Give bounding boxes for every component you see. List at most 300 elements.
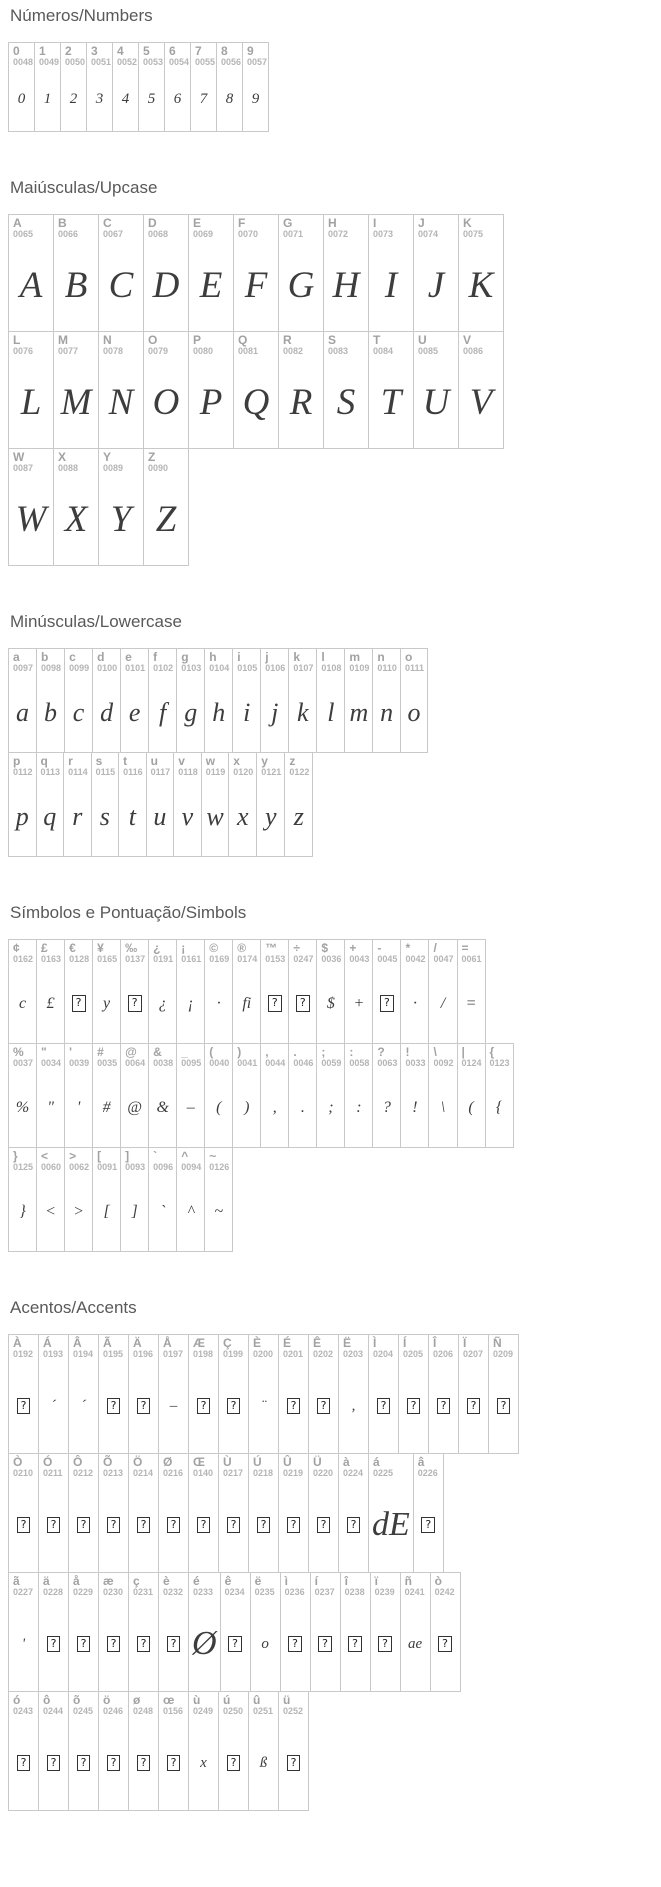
- cell-unicode: 0102: [153, 662, 174, 673]
- cell-label: [189, 332, 233, 356]
- glyph-cell-0051: [86, 42, 113, 132]
- cell-character: æ: [103, 1574, 114, 1588]
- glyph-cell-0056: [216, 42, 243, 132]
- cell-unicode: 0048: [13, 56, 34, 67]
- glyph-preview: ;: [328, 1098, 334, 1116]
- cell-character: È: [253, 1336, 262, 1350]
- glyph-cell-0239: [370, 1572, 401, 1692]
- cell-unicode: 0081: [238, 345, 259, 356]
- cell-label: [219, 1335, 248, 1359]
- glyph-preview: ´: [81, 1397, 86, 1414]
- missing-glyph-box: ?: [197, 1398, 211, 1415]
- cell-unicode: 0104: [209, 662, 230, 673]
- cell-unicode: 0088: [58, 462, 79, 473]
- glyph-preview: /: [440, 994, 446, 1012]
- glyph-preview: [311, 1597, 340, 1691]
- cell-character: ó: [13, 1693, 21, 1707]
- glyph-preview: ,: [272, 1098, 277, 1116]
- missing-glyph-box: ?: [287, 1398, 301, 1415]
- glyph-preview: A: [19, 264, 43, 306]
- cell-character: *: [405, 941, 411, 955]
- glyph-row: [8, 42, 653, 132]
- glyph-cell-0060: [36, 1147, 65, 1252]
- cell-character: ê: [224, 1574, 232, 1588]
- glyph-row: [8, 331, 653, 449]
- glyph-preview: %: [15, 1098, 30, 1116]
- cell-character: b: [41, 650, 49, 664]
- glyph-cell-0094: [176, 1147, 205, 1252]
- glyph-preview: =: [465, 994, 477, 1012]
- cell-label: [99, 1454, 128, 1478]
- glyph-cell-0140: [188, 1453, 219, 1573]
- missing-glyph-box: ?: [77, 1755, 91, 1772]
- glyph-row: [8, 1043, 653, 1148]
- cell-character: É: [283, 1336, 292, 1350]
- cell-unicode: 0250: [223, 1705, 244, 1716]
- missing-glyph-box: ?: [227, 1398, 241, 1415]
- glyph-cell-0207: [458, 1334, 489, 1454]
- missing-glyph-box: ?: [378, 1636, 392, 1653]
- cell-character: h: [209, 650, 217, 664]
- cell-label: [9, 940, 36, 964]
- cell-unicode: 0059: [321, 1057, 342, 1068]
- glyph-cell-0079: [143, 331, 189, 449]
- cell-label: [9, 1044, 36, 1068]
- glyph-preview: R: [289, 381, 313, 423]
- glyph-preview: [99, 1716, 128, 1810]
- cell-unicode: 0076: [13, 345, 34, 356]
- glyph-preview: :: [356, 1098, 362, 1116]
- cell-label: [64, 753, 91, 777]
- glyph-preview: e: [128, 697, 141, 727]
- glyph-cell-0037: [8, 1043, 37, 1148]
- cell-unicode: 0203: [343, 1348, 364, 1359]
- glyph-row: [8, 939, 653, 1044]
- cell-unicode: 0106: [265, 662, 286, 673]
- cell-label: [317, 940, 344, 964]
- glyph-preview: k: [297, 697, 309, 727]
- glyph-preview: [: [103, 1202, 110, 1220]
- cell-character: z: [289, 754, 296, 768]
- glyph-cell-0153: [260, 939, 289, 1044]
- cell-label: [221, 1573, 250, 1597]
- cell-label: [121, 940, 148, 964]
- cell-unicode: 0034: [41, 1057, 62, 1068]
- cell-character: œ: [163, 1693, 175, 1707]
- cell-label: [414, 1454, 443, 1478]
- glyph-preview: a: [16, 697, 30, 727]
- cell-unicode: 0043: [349, 953, 370, 964]
- glyph-cell-0124: [457, 1043, 486, 1148]
- cell-label: [93, 649, 120, 673]
- glyph-row: [8, 1453, 653, 1573]
- glyph-cell-0047: [428, 939, 457, 1044]
- cell-label: [219, 1454, 248, 1478]
- glyph-cell-0237: [310, 1572, 341, 1692]
- glyph-preview: $: [326, 994, 335, 1012]
- cell-unicode: 0035: [97, 1057, 118, 1068]
- cell-character: x: [233, 754, 240, 768]
- glyph-preview: `: [160, 1202, 166, 1220]
- glyph-preview: L: [20, 381, 42, 423]
- glyph-cell-0090: [143, 448, 189, 566]
- cell-label: [205, 1148, 232, 1172]
- cell-label: [249, 1692, 278, 1716]
- section-numbers: [8, 6, 653, 132]
- missing-glyph-box: ?: [137, 1755, 151, 1772]
- cell-character: p: [13, 754, 21, 768]
- glyph-cell-0098: [36, 648, 65, 753]
- cell-unicode: 0239: [374, 1586, 395, 1597]
- glyph-cell-0238: [340, 1572, 371, 1692]
- cell-character: E: [193, 216, 202, 230]
- glyph-preview: [99, 1359, 128, 1453]
- cell-label: [9, 449, 53, 473]
- cell-label: [139, 43, 164, 67]
- glyph-preview: >: [73, 1202, 84, 1220]
- cell-character: Ï: [463, 1336, 467, 1350]
- cell-label: [149, 1148, 176, 1172]
- cell-character: ¿: [153, 941, 161, 955]
- cell-character: ô: [43, 1693, 51, 1707]
- cell-label: [9, 1148, 36, 1172]
- glyph-preview: [219, 1478, 248, 1572]
- missing-glyph-box: ?: [107, 1398, 121, 1415]
- cell-label: [121, 1148, 148, 1172]
- cell-unicode: 0113: [40, 766, 61, 777]
- cell-label: [234, 332, 278, 356]
- glyph-cell-0043: [344, 939, 373, 1044]
- cell-unicode: 0107: [293, 662, 314, 673]
- cell-character: î: [344, 1574, 348, 1588]
- cell-unicode: 0084: [373, 345, 394, 356]
- missing-glyph-box: ?: [287, 1517, 301, 1534]
- glyph-preview: Q: [242, 381, 270, 423]
- charmap-page: [8, 6, 653, 1811]
- cell-label: [261, 940, 288, 964]
- cell-unicode: 0062: [69, 1161, 90, 1172]
- cell-unicode: 0245: [73, 1705, 94, 1716]
- cell-label: [233, 649, 260, 673]
- cell-character: $: [321, 941, 329, 955]
- cell-unicode: 0244: [43, 1705, 64, 1716]
- cell-character: }: [13, 1149, 18, 1163]
- glyph-preview: [221, 1597, 250, 1691]
- cell-label: [69, 1692, 98, 1716]
- cell-character: #: [97, 1045, 104, 1059]
- cell-character: s: [95, 754, 103, 768]
- cell-label: [459, 332, 503, 356]
- cell-unicode: 0108: [321, 662, 342, 673]
- cell-unicode: 0057: [247, 56, 268, 67]
- glyph-cell-0119: [201, 752, 230, 857]
- glyph-cell-0050: [60, 42, 87, 132]
- glyph-cell-0227: [8, 1572, 39, 1692]
- cell-character: `: [153, 1149, 158, 1163]
- cell-character: ): [237, 1045, 242, 1059]
- glyph-preview: dE: [372, 1506, 410, 1544]
- cell-unicode: 0140: [193, 1467, 214, 1478]
- glyph-preview: (: [216, 1098, 222, 1116]
- glyph-cell-0096: [148, 1147, 177, 1252]
- cell-unicode: 0232: [163, 1586, 184, 1597]
- glyph-preview: #: [102, 1098, 111, 1116]
- section-symbols: [8, 903, 653, 1252]
- glyph-cell-0194: [68, 1334, 99, 1454]
- glyph-cell-0088: [53, 448, 99, 566]
- cell-character: ,: [265, 1045, 269, 1059]
- cell-unicode: 0124: [461, 1057, 482, 1068]
- cell-character: Ä: [133, 1336, 142, 1350]
- glyph-cell-0205: [398, 1334, 429, 1454]
- glyph-preview: G: [287, 264, 315, 306]
- cell-character: n: [377, 650, 385, 664]
- missing-glyph-box: ?: [318, 1636, 332, 1653]
- cell-unicode: 0169: [209, 953, 230, 964]
- glyph-cell-0216: [158, 1453, 189, 1573]
- missing-glyph-box: ?: [197, 1517, 211, 1534]
- cell-label: [369, 215, 413, 239]
- glyph-cell-0040: [204, 1043, 233, 1148]
- cell-label: [279, 1335, 308, 1359]
- cell-character: (: [209, 1045, 214, 1059]
- glyph-preview: s: [99, 801, 110, 831]
- cell-unicode: 0056: [221, 56, 242, 67]
- cell-character: ÷: [293, 941, 300, 955]
- cell-unicode: 0226: [417, 1467, 438, 1478]
- cell-unicode: 0174: [237, 953, 258, 964]
- cell-character: _: [181, 1045, 188, 1059]
- cell-label: [279, 332, 323, 356]
- cell-label: [159, 1573, 188, 1597]
- cell-label: [129, 1692, 158, 1716]
- glyph-cell-0218: [248, 1453, 279, 1573]
- cell-unicode: 0220: [313, 1467, 334, 1478]
- glyph-cell-0250: [218, 1691, 249, 1811]
- glyph-cell-0245: [68, 1691, 99, 1811]
- missing-glyph-box: ?: [317, 1398, 331, 1415]
- glyph-cell-0193: [38, 1334, 69, 1454]
- glyph-preview: O: [152, 381, 180, 423]
- glyph-cell-0039: [64, 1043, 93, 1148]
- cell-character: R: [283, 333, 292, 347]
- glyph-preview: b: [44, 697, 58, 727]
- missing-glyph-box: ?: [296, 995, 310, 1012]
- cell-label: [233, 940, 260, 964]
- cell-label: [309, 1335, 338, 1359]
- glyph-preview: [129, 1597, 158, 1691]
- glyph-preview: &: [156, 1098, 169, 1116]
- glyph-preview: @: [127, 1098, 142, 1116]
- cell-unicode: 0086: [463, 345, 484, 356]
- cell-unicode: 0225: [373, 1467, 394, 1478]
- glyph-cell-0049: [34, 42, 61, 132]
- cell-label: [458, 1044, 485, 1068]
- glyph-cell-0204: [368, 1334, 399, 1454]
- glyph-cell-0045: [372, 939, 401, 1044]
- cell-label: [9, 215, 53, 239]
- cell-character: F: [238, 216, 246, 230]
- glyph-preview: g: [184, 697, 198, 727]
- glyph-cell-0107: [288, 648, 317, 753]
- cell-character: 1: [39, 44, 46, 58]
- glyph-preview: 4: [121, 90, 130, 107]
- cell-unicode: 0090: [148, 462, 169, 473]
- cell-unicode: 0092: [433, 1057, 454, 1068]
- glyph-preview: j: [271, 697, 279, 727]
- cell-label: [177, 1044, 204, 1068]
- cell-character: ¢: [13, 941, 20, 955]
- glyph-cell-0048: [8, 42, 35, 132]
- cell-label: [159, 1335, 188, 1359]
- glyph-preview: [69, 1478, 98, 1572]
- glyph-cell-0191: [148, 939, 177, 1044]
- missing-glyph-box: ?: [347, 1517, 361, 1534]
- glyph-preview: [69, 1716, 98, 1810]
- cell-unicode: 0055: [195, 56, 216, 67]
- cell-label: [373, 940, 400, 964]
- glyph-cell-0085: [413, 331, 459, 449]
- cell-character: C: [103, 216, 112, 230]
- cell-unicode: 0122: [289, 766, 310, 777]
- cell-character: ë: [254, 1574, 262, 1588]
- cell-unicode: 0121: [261, 766, 282, 777]
- cell-label: [69, 1454, 98, 1478]
- cell-character: ¥: [97, 941, 104, 955]
- cell-label: [92, 753, 119, 777]
- glyph-preview: ¿: [158, 994, 167, 1012]
- glyph-preview: D: [152, 264, 180, 306]
- glyph-cell-0077: [53, 331, 99, 449]
- cell-unicode: 0211: [43, 1467, 63, 1478]
- cell-label: [311, 1573, 340, 1597]
- cell-unicode: 0095: [181, 1057, 202, 1068]
- glyph-row: [8, 648, 653, 753]
- missing-glyph-box: ?: [288, 1636, 302, 1653]
- cell-character: {: [489, 1045, 495, 1059]
- cell-unicode: 0243: [13, 1705, 34, 1716]
- cell-character: õ: [73, 1693, 81, 1707]
- cell-character: v: [178, 754, 185, 768]
- glyph-cell-0211: [38, 1453, 69, 1573]
- glyph-row: [8, 1334, 653, 1454]
- glyph-preview: l: [327, 697, 335, 727]
- cell-unicode: 0077: [58, 345, 79, 356]
- cell-unicode: 0227: [13, 1586, 34, 1597]
- cell-unicode: 0241: [404, 1586, 425, 1597]
- missing-glyph-box: ?: [228, 1636, 242, 1653]
- cell-label: [429, 1044, 456, 1068]
- cell-unicode: 0125: [13, 1161, 34, 1172]
- cell-unicode: 0191: [153, 953, 174, 964]
- glyph-cell-0059: [316, 1043, 345, 1148]
- cell-unicode: 0111: [404, 662, 424, 673]
- cell-label: [129, 1573, 158, 1597]
- cell-unicode: 0045: [377, 953, 398, 964]
- glyph-preview: 3: [95, 90, 104, 107]
- cell-character: å: [73, 1574, 80, 1588]
- glyph-cell-0217: [218, 1453, 249, 1573]
- glyph-preview: .: [300, 1098, 305, 1116]
- cell-unicode: 0070: [238, 228, 259, 239]
- cell-label: [279, 1692, 308, 1716]
- glyph-cell-0095: [176, 1043, 205, 1148]
- glyph-cell-0213: [98, 1453, 129, 1573]
- glyph-preview: n: [380, 697, 394, 727]
- glyph-preview: 5: [147, 90, 156, 107]
- section-lowercase: [8, 612, 653, 857]
- glyph-row: [8, 1147, 653, 1252]
- missing-glyph-box: ?: [167, 1517, 181, 1534]
- glyph-cell-0082: [278, 331, 324, 449]
- glyph-cell-0163: [36, 939, 65, 1044]
- glyph-preview: d: [100, 697, 114, 727]
- cell-unicode: 0087: [13, 462, 34, 473]
- cell-unicode: 0213: [103, 1467, 124, 1478]
- cell-unicode: 0116: [123, 766, 143, 777]
- glyph-preview: H: [332, 264, 360, 306]
- glyph-cell-0101: [120, 648, 149, 753]
- cell-character: m: [349, 650, 361, 664]
- missing-glyph-box: ?: [268, 995, 282, 1012]
- glyph-cell-0038: [148, 1043, 177, 1148]
- glyph-preview: +: [353, 994, 365, 1012]
- cell-unicode: 0114: [68, 766, 88, 777]
- cell-label: [119, 753, 146, 777]
- cell-character: .: [293, 1045, 297, 1059]
- glyph-cell-0241: [400, 1572, 431, 1692]
- glyph-cell-0137: [120, 939, 149, 1044]
- glyph-cell-0196: [128, 1334, 159, 1454]
- missing-glyph-box: ?: [72, 995, 86, 1012]
- cell-label: [39, 1335, 68, 1359]
- cell-label: [147, 753, 174, 777]
- cell-label: [229, 753, 256, 777]
- glyph-cell-0210: [8, 1453, 39, 1573]
- cell-label: [54, 332, 98, 356]
- missing-glyph-box: ?: [128, 995, 142, 1012]
- glyph-preview: 2: [69, 90, 78, 107]
- cell-character: y: [261, 754, 268, 768]
- glyph-cell-0244: [38, 1691, 69, 1811]
- cell-character: l: [321, 650, 325, 664]
- cell-character: 3: [91, 44, 98, 58]
- cell-character: ö: [103, 1693, 111, 1707]
- cell-label: [279, 1454, 308, 1478]
- cell-label: [149, 1044, 176, 1068]
- cell-character: ï: [374, 1574, 378, 1588]
- cell-character: ¡: [181, 941, 186, 955]
- cell-unicode: 0044: [265, 1057, 286, 1068]
- glyph-cell-0224: [338, 1453, 369, 1573]
- cell-unicode: 0194: [73, 1348, 94, 1359]
- glyph-preview: Ø: [192, 1625, 217, 1663]
- cell-unicode: 0235: [254, 1586, 275, 1597]
- missing-glyph-box: ?: [317, 1517, 331, 1534]
- glyph-cell-0116: [118, 752, 147, 857]
- glyph-preview: [129, 1359, 158, 1453]
- cell-character: D: [148, 216, 157, 230]
- cell-label: [144, 332, 188, 356]
- missing-glyph-box: ?: [227, 1517, 241, 1534]
- cell-character: 0: [13, 44, 20, 58]
- cell-label: [249, 1454, 278, 1478]
- glyph-preview: c: [72, 697, 85, 727]
- cell-label: [9, 332, 53, 356]
- cell-label: [345, 940, 372, 964]
- cell-unicode: 0072: [328, 228, 349, 239]
- glyph-cell-0066: [53, 214, 99, 332]
